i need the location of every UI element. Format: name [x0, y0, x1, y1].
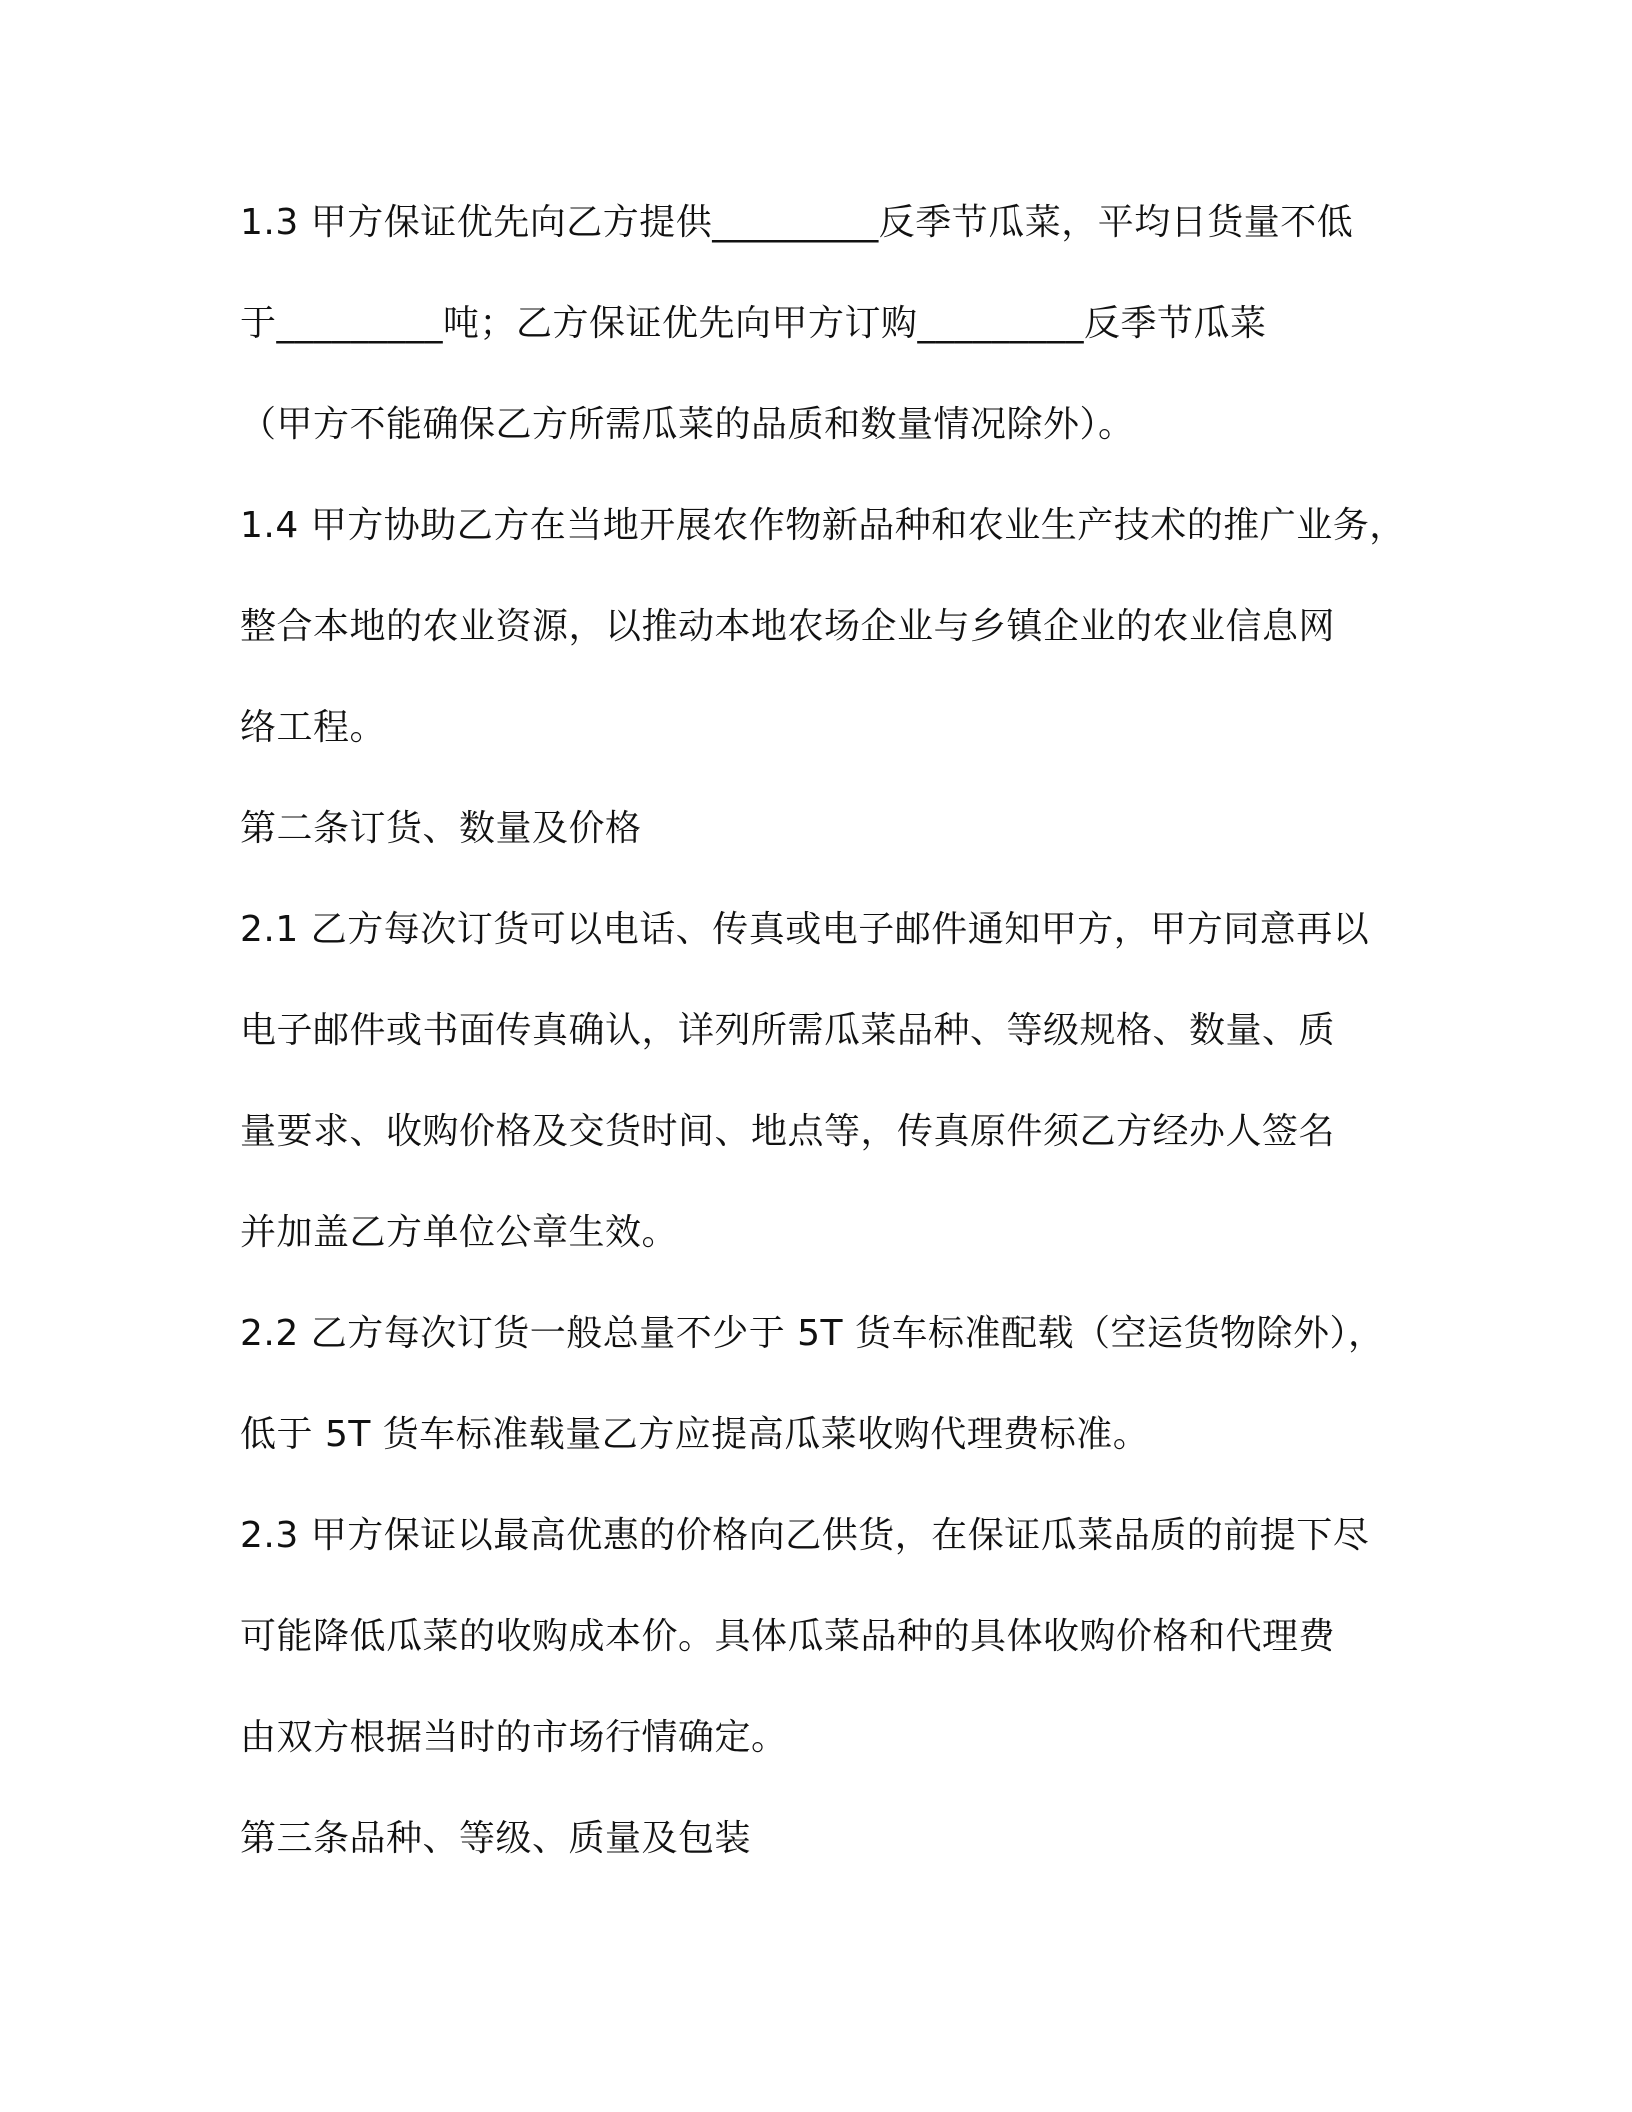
clause-2-1-line-4: 并加盖乙方单位公章生效。 [240, 1212, 679, 1253]
clause-2-2-line-1: 2.2 乙方每次订货一般总量不少于 5T 货车标准配载（空运货物除外）， [240, 1313, 1385, 1354]
article-2-heading: 第二条订货、数量及价格 [240, 808, 642, 849]
clause-1-3-line-1: 1.3 甲方保证优先向乙方提供_________反季节瓜菜，平均日货量不低 [240, 202, 1354, 243]
document-body [240, 172, 1420, 1889]
clause-2-1-line-2: 电子邮件或书面传真确认，详列所需瓜菜品种、等级规格、数量、质 [240, 1010, 1336, 1051]
clause-1-4-line-1: 1.4 甲方协助乙方在当地开展农作物新品种和农业生产技术的推广业务， [240, 505, 1406, 546]
clause-1-3-line-2: 于_________吨；乙方保证优先向甲方订购_________反季节瓜菜 [240, 303, 1267, 344]
clause-2-1-line-1: 2.1 乙方每次订货可以电话、传真或电子邮件通知甲方，甲方同意再以 [240, 909, 1370, 950]
article-3-heading: 第三条品种、等级、质量及包装 [240, 1818, 752, 1859]
clause-2-3-line-1: 2.3 甲方保证以最高优惠的价格向乙供货，在保证瓜菜品质的前提下尽 [240, 1515, 1370, 1556]
clause-2-2-line-2: 低于 5T 货车标准载量乙方应提高瓜菜收购代理费标准。 [240, 1414, 1150, 1455]
clause-2-1-line-3: 量要求、收购价格及交货时间、地点等，传真原件须乙方经办人签名 [240, 1111, 1336, 1152]
clause-2-3-line-2: 可能降低瓜菜的收购成本价。具体瓜菜品种的具体收购价格和代理费 [240, 1616, 1336, 1657]
clause-1-4-line-3: 络工程。 [240, 707, 387, 748]
clause-1-3-line-3: （甲方不能确保乙方所需瓜菜的品质和数量情况除外）。 [240, 404, 1135, 445]
clause-1-4-line-2: 整合本地的农业资源，以推动本地农场企业与乡镇企业的农业信息网 [240, 606, 1336, 647]
clause-2-3-line-3: 由双方根据当时的市场行情确定。 [240, 1717, 788, 1758]
